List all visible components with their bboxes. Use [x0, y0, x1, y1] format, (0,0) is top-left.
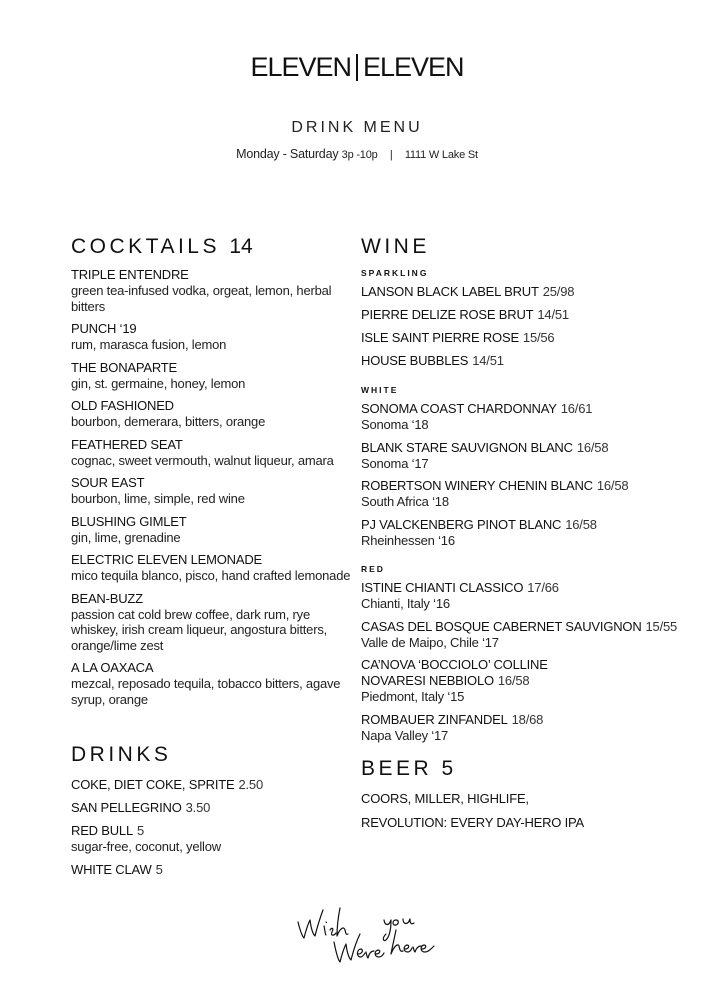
wine-name: CASAS DEL BOSQUE CABERNET SAUVIGNON [361, 618, 642, 634]
drink-price: 5 [155, 861, 163, 877]
wine-price: 16/58 [576, 439, 609, 455]
red-wine-item [361, 712, 691, 744]
wine-price: 15/55 [645, 618, 678, 634]
wine-name-row [361, 353, 691, 369]
wine-name-row [361, 657, 576, 689]
wine-name-row [361, 440, 691, 456]
drink-name: COKE, DIET COKE, SPRITE [71, 777, 235, 792]
drink-price: 3.50 [185, 800, 211, 815]
cocktail-item [71, 660, 356, 707]
cocktail-item [71, 552, 356, 584]
wine-name-row [361, 619, 691, 635]
red-wine-item [361, 619, 691, 651]
wine-name: HOUSE BUBBLES [361, 353, 469, 368]
wine-price: 16/58 [497, 673, 530, 688]
drink-description: sugar-free, coconut, yellow [71, 839, 221, 854]
cocktail-ingredients: passion cat cold brew coffee, dark rum, rye whiskey, irish cream liqueur, angostura bitters, orange/lime zest [71, 606, 328, 653]
restaurant-logo [0, 52, 714, 83]
cocktail-item [71, 475, 356, 507]
cocktail-name: BEAN-BUZZ [71, 590, 143, 606]
wine-price: 25/98 [542, 284, 575, 299]
cocktail-ingredients: green tea-infused vodka, orgeat, lemon, herbal bitters [71, 283, 332, 314]
wine-name: ROBERTSON WINERY CHENIN BLANC [361, 478, 593, 493]
drink-price: 2.50 [238, 777, 263, 792]
wine-price: 17/66 [527, 580, 559, 595]
sparkling-subheading: SPARKLING [361, 268, 429, 278]
address: 1111 W Lake St [404, 149, 478, 161]
white-wine-item [361, 440, 691, 472]
beer-price: 5 [441, 757, 454, 780]
wine-origin: Piedmont, Italy ‘15 [361, 689, 465, 704]
wine-heading: WINE [361, 235, 430, 258]
open-time: 3p -10p [341, 149, 378, 161]
drink-name-row [71, 862, 356, 878]
drinks-heading: DRINKS [71, 743, 172, 766]
red-subheading: RED [361, 564, 385, 574]
cocktail-item [71, 360, 356, 392]
drink-item [71, 823, 356, 855]
cocktails-section [71, 234, 356, 714]
red-wine-item [361, 580, 691, 612]
white-wine-item [361, 478, 691, 510]
drink-name: WHITE CLAW [71, 861, 152, 877]
cocktail-item [71, 437, 356, 469]
cocktail-ingredients: cognac, sweet vermouth, walnut liqueur, amara [71, 452, 334, 468]
white-subheading: WHITE [361, 385, 399, 395]
wine-price: 15/56 [522, 330, 555, 345]
cocktail-name: PUNCH ‘19 [71, 321, 137, 336]
drinks-list [71, 777, 356, 878]
cocktails-title: COCKTAILS [71, 235, 220, 258]
cocktail-item [71, 267, 356, 314]
white-wine-item [361, 517, 691, 549]
wine-name-row [361, 284, 691, 300]
wine-origin: South Africa ‘18 [361, 494, 449, 509]
cocktail-name: OLD FASHIONED [71, 398, 174, 413]
cocktails-price: 14 [229, 235, 253, 258]
cocktail-ingredients: rum, marasca fusion, lemon [71, 337, 227, 352]
wine-name: PJ VALCKENBERG PINOT BLANC [361, 516, 562, 532]
wine-name-row [361, 580, 691, 596]
cocktail-item [71, 514, 356, 546]
wine-name: LANSON BLACK LABEL BRUT [361, 284, 539, 299]
open-days: Monday - Saturday [236, 147, 339, 161]
wine-origin: Rheinhessen ‘16 [361, 532, 455, 548]
wine-name-row [361, 307, 691, 323]
wine-name: SONOMA COAST CHARDONNAY [361, 401, 557, 416]
wine-name: ISTINE CHIANTI CLASSICO [361, 580, 524, 595]
cocktail-name: ELECTRIC ELEVEN LEMONADE [71, 552, 262, 567]
drink-item [71, 862, 356, 878]
drinks-section [71, 742, 356, 885]
drink-price: 5 [136, 823, 145, 838]
cocktail-list [71, 267, 356, 707]
drink-name-row [71, 823, 356, 839]
sparkling-wine-item [361, 353, 691, 369]
cocktail-name: A LA OAXACA [71, 660, 154, 675]
drink-name: SAN PELLEGRINO [71, 800, 182, 815]
sparkling-list [361, 284, 691, 369]
wine-name: PIERRE DELIZE ROSE BRUT [361, 307, 534, 322]
cocktail-ingredients: bourbon, lime, simple, red wine [71, 491, 245, 506]
drink-item [71, 777, 356, 793]
beer-section [361, 756, 691, 839]
logo-left-word: ELEVEN [250, 52, 351, 82]
wine-origin: Sonoma ‘17 [361, 455, 429, 471]
wine-origin: Napa Valley ‘17 [361, 727, 449, 743]
cocktail-ingredients: gin, lime, grenadine [71, 529, 181, 545]
wine-price: 16/58 [565, 516, 597, 532]
wine-price: 14/51 [472, 353, 504, 368]
cocktail-ingredients: mezcal, reposado tequila, tobacco bitters, agave syrup, orange [71, 676, 341, 707]
drink-name: RED BULL [71, 823, 133, 838]
wine-name-row [361, 401, 691, 417]
wine-section [361, 234, 691, 750]
wine-name: ISLE SAINT PIERRE ROSE [361, 330, 519, 345]
red-list [361, 580, 691, 743]
beer-line: REVOLUTION: EVERY DAY-HERO IPA [361, 815, 585, 830]
wine-name-row [361, 330, 691, 346]
wine-origin: Valle de Maipo, Chile ‘17 [361, 634, 499, 650]
wine-name: BLANK STARE SAUVIGNON BLANC [361, 439, 573, 455]
sparkling-wine-item [361, 330, 691, 346]
cocktails-heading [71, 234, 356, 260]
beer-title: BEER [361, 757, 433, 780]
cocktail-item [71, 398, 356, 430]
signature-wish-you-were-here [290, 900, 440, 970]
wine-price: 18/68 [511, 711, 544, 727]
wine-name-row [361, 517, 691, 533]
cocktail-name: THE BONAPARTE [71, 359, 177, 375]
wine-name-row [361, 478, 691, 494]
wine-price: 16/61 [560, 401, 593, 416]
wine-name-row [361, 712, 691, 728]
menu-title: DRINK MENU [291, 119, 423, 136]
wine-name: ROMBAUER ZINFANDEL [361, 711, 508, 727]
white-wine-item [361, 401, 691, 433]
logo-divider [356, 54, 358, 81]
info-separator: | [389, 149, 393, 161]
cocktail-name: SOUR EAST [71, 475, 145, 490]
cocktail-ingredients: mico tequila blanco, pisco, hand crafted lemonade [71, 568, 351, 583]
cocktail-ingredients: gin, st. germaine, honey, lemon [71, 375, 246, 391]
drink-name-row [71, 777, 356, 793]
drink-item [71, 800, 356, 816]
white-list [361, 401, 691, 548]
wine-origin: Sonoma ‘18 [361, 417, 429, 432]
drink-name-row [71, 800, 356, 816]
wine-name: CA’NOVA ‘BOCCIOLO’ COLLINE NOVARESI NEBBIOLO [361, 657, 548, 688]
sparkling-wine-item [361, 284, 691, 300]
cocktail-ingredients: bourbon, demerara, bitters, orange [71, 414, 266, 429]
cocktail-name: FEATHERED SEAT [71, 436, 183, 452]
beer-line: COORS, MILLER, HIGHLIFE, [361, 791, 529, 806]
logo-right-word: ELEVEN [363, 52, 464, 82]
beer-heading [361, 756, 691, 782]
cocktail-item [71, 591, 356, 654]
cocktail-name: BLUSHING GIMLET [71, 513, 187, 529]
red-wine-item [361, 657, 691, 705]
wine-origin: Chianti, Italy ‘16 [361, 596, 450, 611]
wine-price: 16/58 [596, 478, 629, 493]
cocktail-item [71, 321, 356, 353]
wine-price: 14/51 [537, 307, 569, 322]
hours-and-address [0, 147, 714, 161]
sparkling-wine-item [361, 307, 691, 323]
cocktail-name: TRIPLE ENTENDRE [71, 267, 189, 282]
